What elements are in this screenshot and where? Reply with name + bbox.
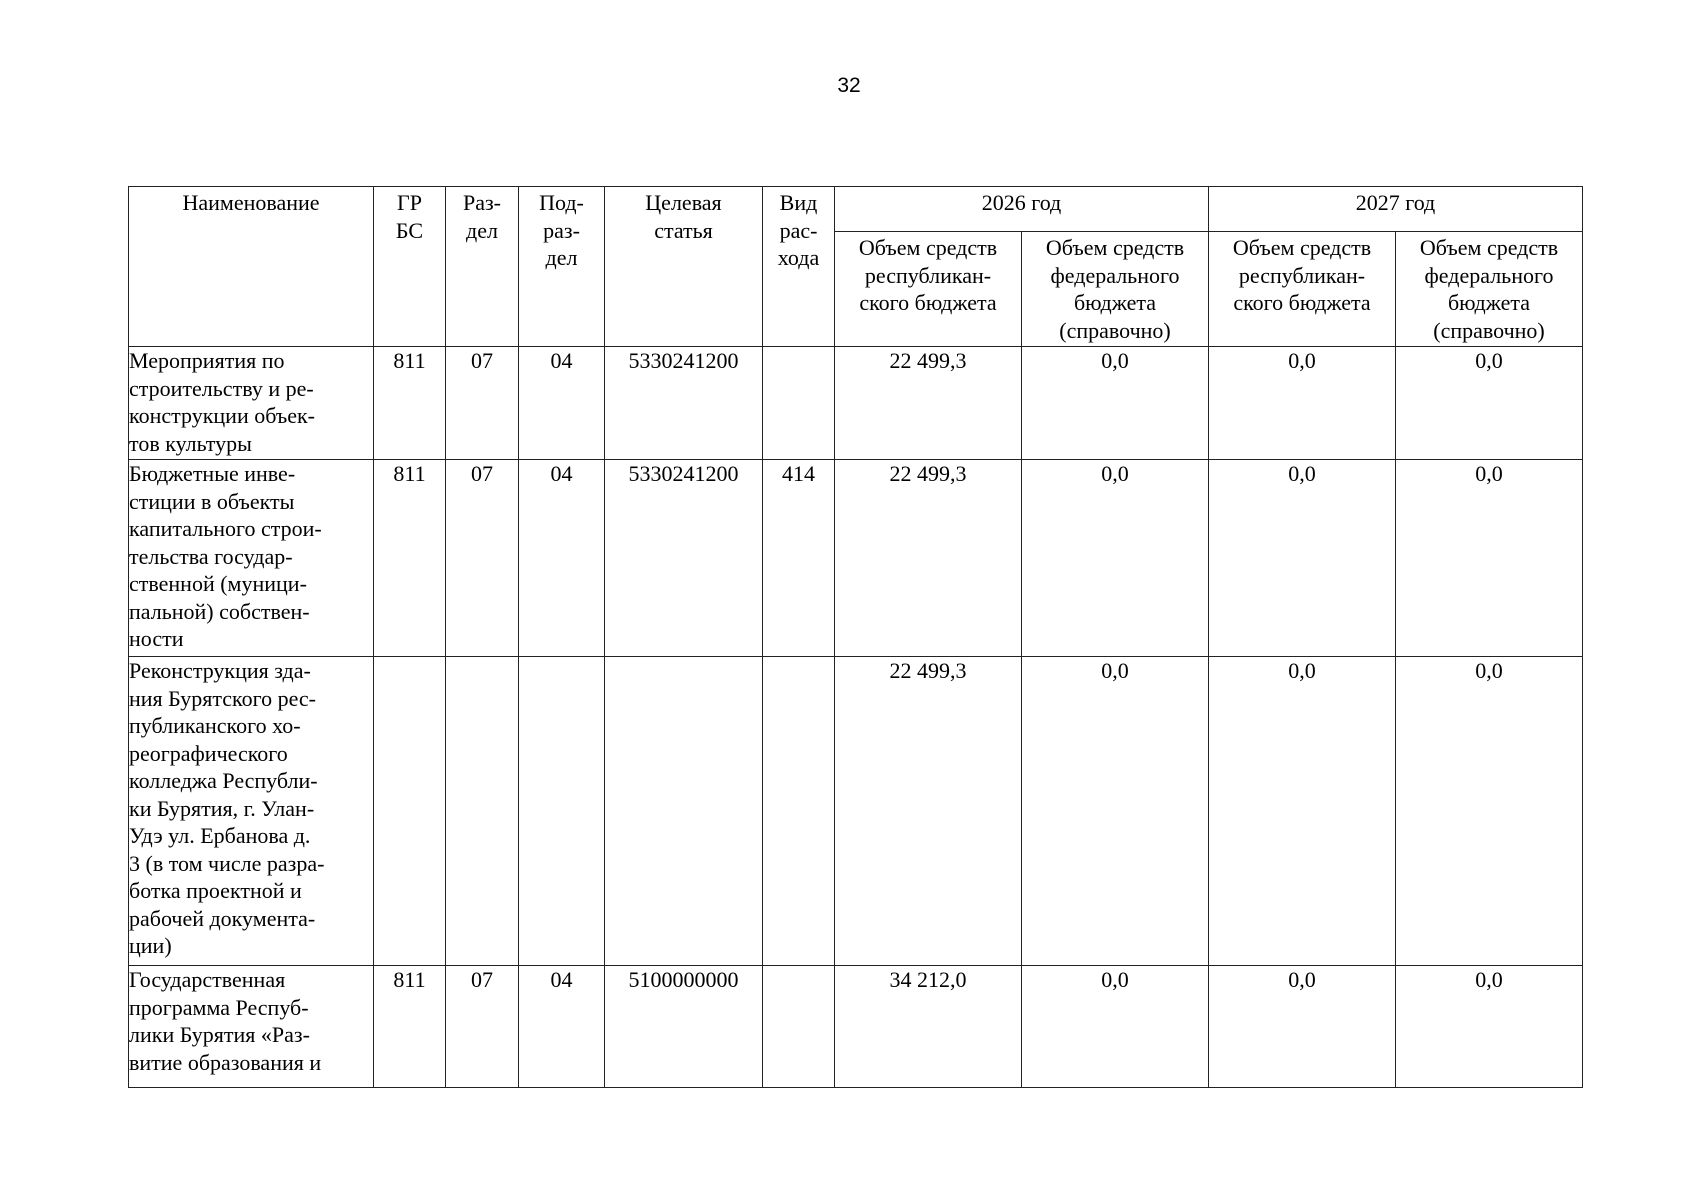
row-celevaya-statya: 5100000000 [605,966,763,1088]
row-2027-republican: 0,0 [1209,460,1396,657]
row-name: Реконструкция зда- ния Бурятского рес- публиканского хо- реографического колледжа Республи- ки Бурятия, г. Улан- Удэ ул. Ербанова д. 3 (в том числе разра- ботка проектной и рабочей документа- ции) [129,657,374,966]
row-2026-republican: 22 499,3 [835,347,1022,460]
row-grbs: 811 [374,460,446,657]
row-2026-republican: 22 499,3 [835,460,1022,657]
row-vid-rashoda [763,966,835,1088]
header-row-years [129,187,1583,232]
row-celevaya-statya: 5330241200 [605,347,763,460]
row-celevaya-statya: 5330241200 [605,460,763,657]
row-2026-federal: 0,0 [1022,657,1209,966]
row-grbs [374,657,446,966]
table-row [129,657,1583,966]
row-2026-federal: 0,0 [1022,347,1209,460]
row-2026-federal: 0,0 [1022,460,1209,657]
row-grbs: 811 [374,966,446,1088]
row-2026-republican: 34 212,0 [835,966,1022,1088]
row-grbs: 811 [374,347,446,460]
table-row [129,347,1583,460]
page-number: 32 [837,74,861,97]
row-2027-republican: 0,0 [1209,966,1396,1088]
row-name: Государственная программа Респуб- лики Бурятия «Раз- витие образования и [129,966,374,1088]
row-razdel: 07 [446,460,519,657]
header-2026-republican: Объем средств республикан- ского бюджета [835,232,1022,347]
row-2027-republican: 0,0 [1209,657,1396,966]
table-row [129,966,1583,1088]
header-2026-federal: Объем средств федерального бюджета (справочно) [1022,232,1209,347]
row-podrazdel: 04 [519,347,605,460]
row-podrazdel: 04 [519,966,605,1088]
header-2027-republican: Объем средств республикан- ского бюджета [1209,232,1396,347]
row-vid-rashoda: 414 [763,460,835,657]
row-razdel: 07 [446,347,519,460]
row-2026-federal: 0,0 [1022,966,1209,1088]
row-name: Мероприятия по строительству и ре- конструкции объек- тов культуры [129,347,374,460]
row-2027-republican: 0,0 [1209,347,1396,460]
row-podrazdel [519,657,605,966]
header-2027-federal: Объем средств федерального бюджета (справочно) [1396,232,1583,347]
header-grbs: ГР БС [374,187,446,347]
row-razdel: 07 [446,966,519,1088]
header-year-2027: 2027 год [1209,187,1583,232]
row-celevaya-statya [605,657,763,966]
header-name: Наименование [129,187,374,347]
row-podrazdel: 04 [519,460,605,657]
header-podrazdel: Под- раз- дел [519,187,605,347]
header-celevaya-statya: Целевая статья [605,187,763,347]
row-name: Бюджетные инве- стиции в объекты капитального строи- тельства государ- ственной (муници- пальной) собствен- ности [129,460,374,657]
row-2026-republican: 22 499,3 [835,657,1022,966]
header-razdel: Раз- дел [446,187,519,347]
header-year-2026: 2026 год [835,187,1209,232]
table-row [129,460,1583,657]
row-vid-rashoda [763,347,835,460]
row-2027-federal: 0,0 [1396,966,1583,1088]
row-razdel [446,657,519,966]
row-2027-federal: 0,0 [1396,347,1583,460]
row-vid-rashoda [763,657,835,966]
row-2027-federal: 0,0 [1396,460,1583,657]
header-vid-rashoda: Вид рас- хода [763,187,835,347]
row-2027-federal: 0,0 [1396,657,1583,966]
budget-table [128,186,1583,1088]
